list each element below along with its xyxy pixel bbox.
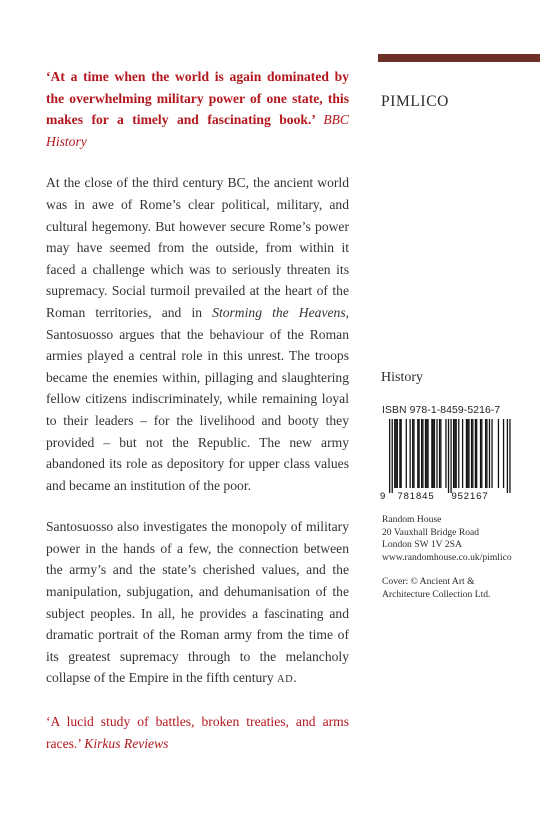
barcode-bar (434, 419, 435, 488)
era-abbreviation: AD (277, 674, 294, 686)
barcode-bar (394, 419, 395, 488)
barcode-bar (431, 419, 432, 488)
barcode-bar (445, 419, 446, 488)
top-quote-source: BBC History (46, 112, 349, 149)
publisher-name: PIMLICO (381, 93, 449, 110)
barcode-bar (418, 419, 419, 488)
barcode-bar (440, 419, 441, 488)
address-line-3: London SW 1V 2SA (382, 539, 462, 551)
barcode-bar (456, 419, 457, 488)
barcode-bar (425, 419, 426, 488)
barcode-bar (412, 419, 413, 488)
barcode-bar (426, 419, 427, 488)
barcode-digits-left: 781845 (397, 491, 435, 501)
publisher-address (382, 514, 512, 564)
barcode-bar (401, 419, 402, 488)
paragraph-1-text-a: At the close of the third century BC, the ancient world was in awe of Rome’s clear political, military, and cultural hegemony. But however secure Rome’s power may have seemed from the outside, from within it faced a challenge which was to seriously threaten its supremacy. Social turmoil prevailed at the heart of the Roman territories, and in (46, 175, 349, 320)
barcode-bar (399, 419, 400, 488)
back-cover-blurb (46, 66, 349, 754)
barcode-bar (454, 419, 455, 488)
barcode-bar (466, 419, 467, 488)
cover-credit (382, 576, 490, 601)
bottom-review-quote (46, 711, 349, 754)
description-paragraph-1 (46, 172, 349, 496)
barcode-bar (395, 419, 396, 488)
book-title: Storming the Heavens, (212, 304, 350, 320)
barcode-bar (453, 419, 454, 488)
publisher-website: www.randomhouse.co.uk/pimlico (382, 551, 512, 563)
barcode-graphic (378, 419, 514, 501)
barcode-bar (507, 419, 508, 493)
barcode-bar (409, 419, 410, 488)
cover-credit-line-2: Architecture Collection Ltd. (382, 588, 491, 600)
barcode-bar (503, 419, 504, 488)
cover-credit-line-1: Cover: © Ancient Art & (382, 576, 475, 587)
barcode-bar (472, 419, 473, 488)
book-category: History (381, 370, 423, 385)
isbn-label: ISBN 978-1-8459-5216-7 (382, 405, 501, 416)
barcode-bar (475, 419, 476, 488)
barcode-bar (480, 419, 481, 488)
barcode-bar (481, 419, 482, 488)
barcode-bar (389, 419, 390, 493)
barcode-bar (458, 419, 459, 488)
barcode-digits-right: 952167 (451, 491, 489, 501)
top-review-quote (46, 66, 349, 152)
barcode-bar (468, 419, 469, 488)
barcode-bar (486, 419, 487, 488)
barcode-bar (450, 419, 451, 493)
barcode-bar (427, 419, 428, 488)
barcode-bar (413, 419, 414, 488)
barcode-bar (462, 419, 463, 488)
barcode-bar (509, 419, 510, 493)
barcode-bar (491, 419, 492, 488)
description-paragraph-2 (46, 516, 349, 691)
barcode-bars (389, 419, 511, 493)
barcode-bar (439, 419, 440, 488)
barcode-bar (489, 419, 490, 488)
barcode-bar (422, 419, 423, 488)
barcode (378, 419, 514, 501)
address-line-1: Random House (382, 514, 442, 525)
barcode-bar (433, 419, 434, 488)
barcode-digit-first: 9 (380, 491, 386, 501)
barcode-bar (448, 419, 449, 493)
barcode-bar (498, 419, 499, 488)
barcode-bar (397, 419, 398, 488)
barcode-bar (471, 419, 472, 488)
paragraph-2-text: Santosuosso also investigates the monopoly of military power in the hands of a few, the connection between the army’s and the state’s cherished values, and the manipulation, subjugation, and dehumanisation of the subject peoples. In all, he provides a fascinating and dramatic portrait of the Roman army from the time of its greatest supremacy through to the melancholy collapse of the Empire in the fifth century (46, 519, 349, 686)
top-quote-text: ‘At a time when the world is again dominated by the overwhelming military power of one state, this makes for a timely and fascinating book.’ (46, 69, 349, 128)
address-line-2: 20 Vauxhall Bridge Road (382, 526, 480, 538)
barcode-bar (392, 419, 393, 493)
paragraph-1-text-b: Santosuosso argues that the behaviour of the Roman armies played a central role in this unrest. The troops became the enemies within, pillaging and slaughtering fellow citizens indiscriminately, while remaining loyal to their leaders – for the livelihood and booty they provided – but not the Republic. The new army abandoned its role as depository for upper class values and became an institution of the poor. (46, 326, 349, 493)
barcode-bar (417, 419, 418, 488)
barcode-bar (485, 419, 486, 488)
barcode-bar (421, 419, 422, 488)
bottom-quote-source: Kirkus Reviews (84, 735, 169, 751)
decorative-bar (378, 54, 540, 62)
barcode-bar (406, 419, 407, 488)
barcode-bar (476, 419, 477, 488)
bottom-quote-text: ‘A lucid study of battles, broken treaties, and arms races.’ (46, 714, 349, 751)
barcode-bar (467, 419, 468, 488)
paragraph-2-end: . (293, 670, 297, 686)
barcode-bar (436, 419, 437, 488)
